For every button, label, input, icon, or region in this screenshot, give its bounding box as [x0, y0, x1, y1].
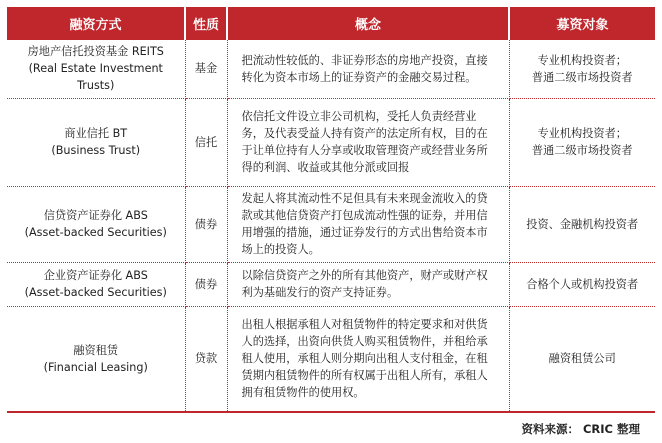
method-cell	[7, 40, 185, 98]
financing-methods-table	[7, 7, 655, 413]
header-method: 融资方式	[7, 7, 185, 40]
method-cell	[7, 306, 185, 412]
target-cell	[509, 40, 655, 98]
method-english: (Business Trust)	[51, 144, 141, 157]
concept-cell: 把流动性较低的、非证券形态的房地产投资，直接转化为资本市场上的证券资产的金融交易过程。	[227, 40, 509, 98]
method-name: 企业资产证券化 ABS	[43, 269, 148, 282]
method-cell	[7, 262, 185, 306]
target-line: 专业机构投资者；	[537, 127, 627, 140]
nature-cell: 信托	[185, 98, 227, 186]
target-cell	[509, 98, 655, 186]
method-english: (Asset-backed Securities)	[24, 226, 167, 239]
method-english: (Asset-backed Securities)	[24, 286, 167, 299]
method-name: 商业信托 BT	[64, 127, 128, 140]
target-line: 普通二级市场投资者	[531, 144, 633, 157]
target-cell	[509, 262, 655, 306]
header-target: 募资对象	[509, 7, 655, 40]
concept-cell: 出租人根据承租人对租赁物件的特定要求和对供货人的选择，出资向供货人购买租赁物件，并租给承租人使用，承租人则分期向出租人支付租金，在租赁期内租赁物件的所有权属于出租人所有，承租人拥有租赁物件的使用权。	[227, 306, 509, 412]
table-row	[7, 98, 655, 186]
method-english: Trusts)	[77, 79, 115, 93]
table-row	[7, 186, 655, 262]
header-concept: 概念	[227, 7, 509, 40]
table-row	[7, 40, 655, 98]
target-cell	[509, 186, 655, 262]
concept-cell: 以除信贷资产之外的所有其他资产，财产或财产权利为基础发行的资产支持证券。	[227, 262, 509, 306]
method-name: 信贷资产证券化 ABS	[43, 209, 148, 222]
method-name: 房地产信托投资基金 REITS	[27, 45, 164, 59]
source-note: 资料来源： CRIC 整理	[521, 422, 640, 436]
method-cell	[7, 98, 185, 186]
concept-cell: 依信托文件设立非公司机构，受托人负责经营业务，及代表受益人持有资产的法定所有权，目的在于让单位持有人分享或收取管理资产或经营业务所得的利润、收益或其他分派或回报	[227, 98, 509, 186]
target-line: 专业机构投资者；	[537, 53, 627, 67]
concept-cell: 发起人将其流动性不足但具有未来现金流收入的贷款或其他信贷资产打包成流动性强的证券，并用信用增强的措施，通过证券发行的方式出售给资本市场上的投资人。	[227, 186, 509, 262]
table-row	[7, 306, 655, 412]
nature-cell: 债券	[185, 186, 227, 262]
target-line: 融资租赁公司	[548, 352, 616, 366]
nature-cell: 基金	[185, 40, 227, 98]
table-header-row	[7, 7, 655, 40]
method-cell	[7, 186, 185, 262]
nature-cell: 债券	[185, 262, 227, 306]
target-line: 普通二级市场投资者	[531, 70, 633, 84]
method-english: (Real Estate Investment	[28, 62, 163, 76]
financing-table-container	[7, 7, 655, 413]
nature-cell: 贷款	[185, 306, 227, 412]
method-english: (Financial Leasing)	[43, 360, 148, 374]
target-cell	[509, 306, 655, 412]
header-nature: 性质	[185, 7, 227, 40]
table-row	[7, 262, 655, 306]
target-line: 合格个人或机构投资者	[526, 277, 639, 291]
target-line: 投资、金融机构投资者	[526, 217, 639, 231]
method-name: 融资租赁	[73, 343, 119, 357]
